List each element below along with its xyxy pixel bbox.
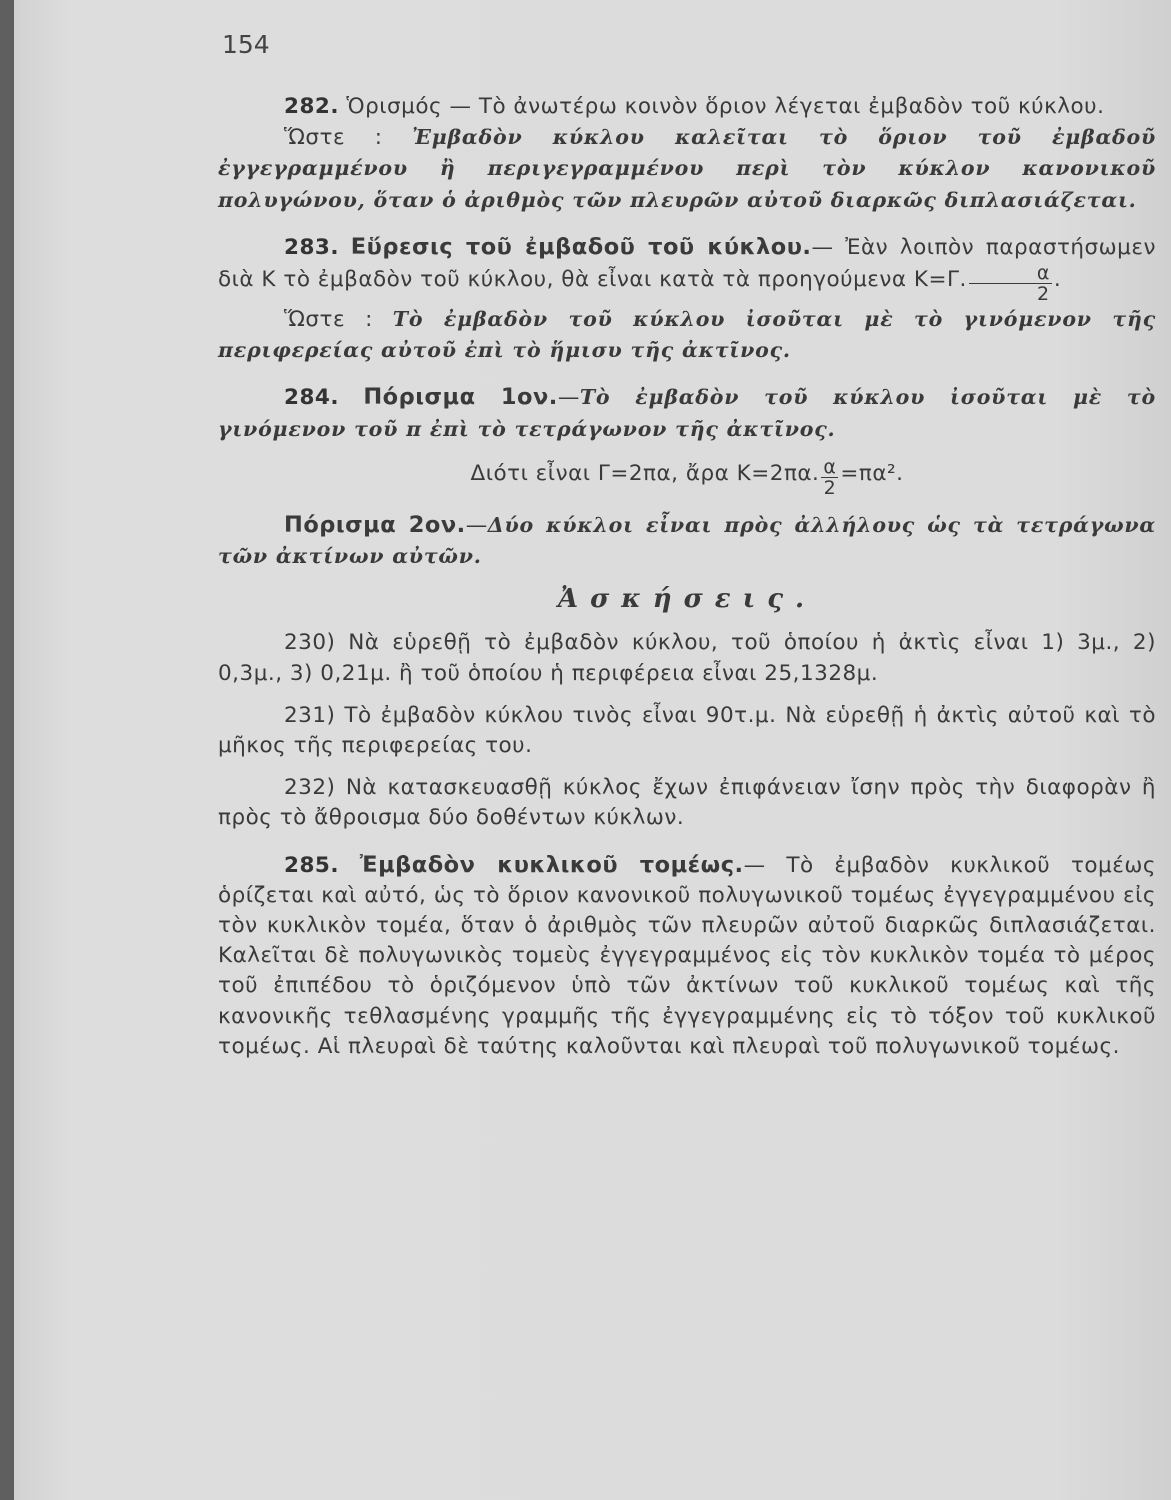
section-heading: Πόρισμα 1ον.: [363, 384, 558, 411]
formula-284: [218, 457, 1156, 498]
fraction-numerator: α: [823, 455, 837, 478]
exercise-231: 231) Τὸ ἐμβαδὸν κύκλου τινὸς εἶναι 90τ.μ. Νὰ εὑρεθῇ ἡ ἀκτὶς αὐτοῦ καὶ τὸ μῆκος τῆς περιφερείας του.: [218, 702, 1156, 759]
dash: —: [743, 852, 787, 878]
page-edge: [0, 0, 14, 1500]
paragraph-284: [218, 382, 1156, 444]
section-number: 283.: [284, 234, 340, 260]
dash: —: [557, 385, 580, 411]
theorem-text: Τὸ ἐμβαδὸν τοῦ κύκλου ἰσοῦται μὲ τὸ γινόμενον τῆς περιφερείας αὐτοῦ ἐπὶ τὸ ἥμισυ τῆς ἀκτῖνος.: [218, 307, 1156, 363]
paragraph-text: Τὸ ἐμβαδὸν κυκλικοῦ τομέως ὁρίζεται καὶ αὐτό, ὡς τὸ ὅριον κανονικοῦ πολυγωνικοῦ τομέως ἐγγεγραμμένου εἰς τὸν κυκλικὸν τομέα, ὅταν ὁ ἀριθμὸς τῶν πλευρῶν αὐτοῦ διαρκῶς διπλασιάζεται. Καλεῖται δὲ πολυγωνικὸς τομεὺς ἐγγεγραμμένος εἰς τὸν κυκλικὸν τομέα τὸ μέρος τοῦ ἐπιπέδου τὸ ὁριζόμενον ὑπὸ τῶν ἀκτίνων τοῦ κυκλικοῦ τομέως καὶ τῆς κανονικῆς τεθλασμένης γραμμῆς τῆς ἐγγεγραμμένης εἰς τὸ τόξον τοῦ κυκλικοῦ τομέως. Αἱ πλευραὶ δὲ ταύτης καλοῦνται καὶ πλευραὶ τοῦ πολυγωνικοῦ τομέως.: [218, 852, 1156, 1059]
paragraph-282: [218, 92, 1156, 122]
lead-word: Ὥστε :: [284, 307, 393, 333]
section-number: 284.: [284, 385, 340, 411]
corollary-text: Δύο κύκλοι εἶναι πρὸς ἀλλήλους ὡς τὰ τετράγωνα τῶν ἀκτίνων αὐτῶν.: [218, 512, 1156, 569]
section-heading: Ὁρισμός: [346, 94, 443, 119]
section-heading: Ἐμβαδὸν κυκλικοῦ τομέως.: [359, 851, 744, 878]
paragraph-text: Τὸ ἀνωτέρω κοινὸν ὅριον λέγεται ἐμβαδὸν τοῦ κύκλου.: [478, 94, 1105, 119]
corollary-text: Τὸ ἐμβαδὸν τοῦ κύκλου ἰσοῦται μὲ τὸ γινόμενον τοῦ π ἐπὶ τὸ τετράγωνον τῆς ἀκτῖνος.: [218, 385, 1156, 441]
paragraph-284-corollary-2: [218, 510, 1156, 572]
paragraph-285: [218, 850, 1156, 1062]
exercise-232: 232) Νὰ κατασκευασθῇ κύκλος ἔχων ἐπιφάνειαν ἴσην πρὸς τὴν διαφορὰν ἢ πρὸς τὸ ἄθροισμα δύο δοθέντων κύκλων.: [218, 775, 1156, 831]
fraction-denominator: 2: [823, 476, 837, 499]
definition-text: Ἐμβαδὸν κύκλου καλεῖται τὸ ὅριον τοῦ ἐμβαδοῦ ἐγγεγραμμένου ἢ περιγεγραμμένου περὶ τὸν κύκλον κανονικοῦ πολυγώνου, ὅταν ὁ ἀριθμὸς τῶν πλευρῶν αὐτοῦ διαρκῶς διπλασιάζεται.: [218, 125, 1156, 212]
exercise-230: 230) Νὰ εὑρεθῇ τὸ ἐμβαδὸν κύκλου, τοῦ ὁποίου ἡ ἀκτὶς εἶναι 1) 3μ., 2) 0,3μ., 3) 0,21μ. ἢ τοῦ ὁποίου ἡ περιφέρεια εἶναι 25,1328μ.: [218, 630, 1156, 686]
fraction: [969, 263, 1052, 304]
paragraph-282-definition: [218, 122, 1156, 216]
fraction-denominator: 2: [1037, 283, 1050, 306]
paragraph-text: Ἐὰν λοιπὸν παραστήσωμεν διὰ Κ τὸ ἐμβαδὸν τοῦ κύκλου, θὰ εἶναι κατὰ τὰ προηγούμενα Κ=Γ.: [218, 234, 1156, 293]
formula-pre: Διότι εἶναι Γ=2πα, ἄρα Κ=2πα.: [470, 460, 820, 486]
section-heading: Εὕρεσις τοῦ ἐμβαδοῦ τοῦ κύκλου.: [350, 233, 812, 260]
dash: —: [811, 234, 846, 260]
lead-word: Ὥστε :: [284, 125, 413, 151]
exercises-title: Ἀσκήσεις.: [557, 584, 817, 615]
section-number: 285.: [284, 852, 340, 878]
section-number: 282.: [284, 94, 340, 119]
paragraph-283: [218, 232, 1156, 304]
dash: —: [465, 512, 488, 538]
section-heading: Πόρισμα 2ον.: [284, 511, 466, 538]
page-number: 154: [222, 30, 270, 59]
fraction: [821, 457, 838, 498]
paragraph-283-theorem: [218, 304, 1156, 366]
fraction-numerator: α: [969, 263, 1052, 284]
formula-post: =πα².: [840, 460, 904, 486]
formula-end: .: [1053, 267, 1062, 293]
page-content: [218, 92, 1156, 1062]
dash: —: [442, 94, 479, 119]
